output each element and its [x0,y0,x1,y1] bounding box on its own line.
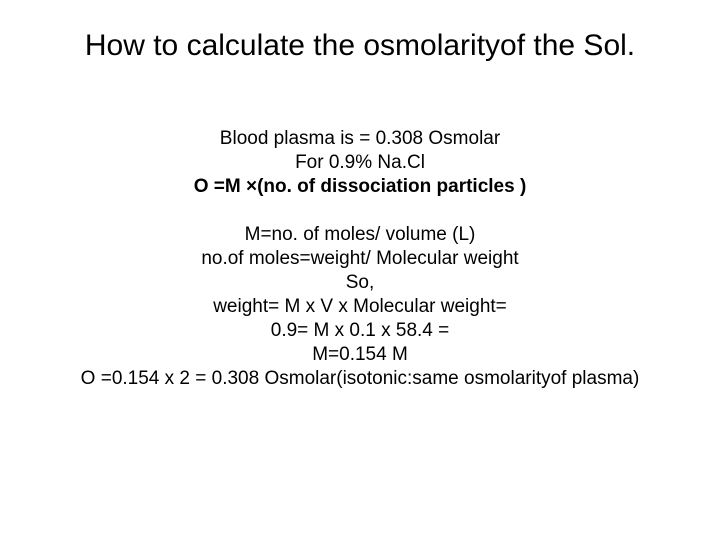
body-line-moles-formula: no.of moles=weight/ Molecular weight [201,248,519,269]
body-line-weight-formula: weight= M x V x Molecular weight= [213,296,507,317]
body-spacer [40,199,680,223]
slide-body [40,127,680,391]
body-line-substitution: 0.9= M x 0.1 x 58.4 = [270,320,450,341]
body-line-molarity-formula: M=no. of moles/ volume (L) [244,224,476,245]
body-line-molarity-result: M=0.154 M [312,344,408,365]
body-line-so: So, [345,272,375,293]
body-line-plasma-osmolarity: Blood plasma is = 0.308 Osmolar [219,128,501,149]
slide-title: How to calculate the osmolarityof the Sol. [84,29,636,62]
body-line-osmolarity-formula: O =M ×(no. of dissociation particles ) [193,176,527,197]
body-line-osmolarity-result: O =0.154 x 2 = 0.308 Osmolar(isotonic:same osmolarityof plasma) [80,368,640,389]
body-line-nacl: For 0.9% Na.Cl [295,152,425,173]
